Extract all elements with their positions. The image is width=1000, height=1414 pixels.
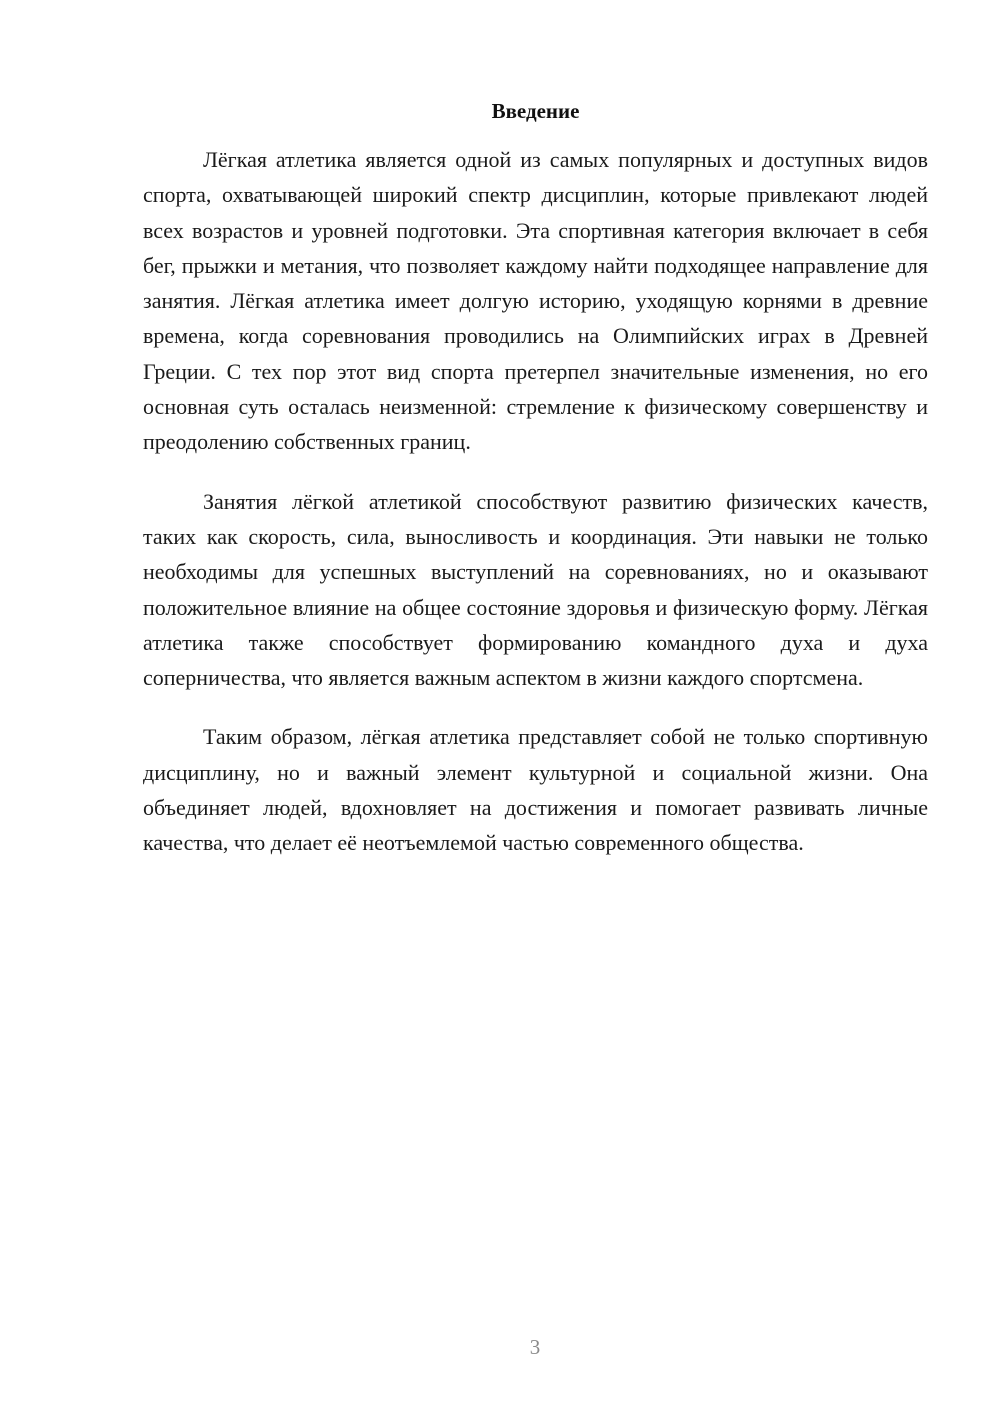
page-number: 3 — [529, 1335, 541, 1359]
paragraph-2: Занятия лёгкой атлетикой способствуют развитию физических качеств, таких как скорость, сила, выносливость и координация. Эти навыки не только необходимы для успешных выступлений на соревнованиях, но и оказывают положительное влияние на общее состояние здоровья и физическую форму. Лёгкая атлетика также способствует формированию командного духа и духа соперничества, что является важным аспектом в жизни каждого спортсмена. — [143, 488, 928, 691]
paragraph-3: Таким образом, лёгкая атлетика представляет собой не только спортивную дисциплину, но и важный элемент культурной и социальной жизни. Она объединяет людей, вдохновляет на достижения и помогает развивать личные качества, что делает её неотъемлемой частью современного общества. — [143, 724, 928, 856]
paragraph-1: Лёгкая атлетика является одной из самых популярных и доступных видов спорта, охватывающей широкий спектр дисциплин, которые привлекают людей всех возрастов и уровней подготовки. Эта спортивная категория включает в себя бег, прыжки и метания, что позволяет каждому найти подходящее направление для занятия. Лёгкая атлетика имеет долгую историю, уходящую корнями в древние времена, когда соревнования проводились на Олимпийских играх в Древней Греции. С тех пор этот вид спорта претерпел значительные изменения, но его основная суть осталась неизменной: стремление к физическому совершенству и преодолению собственных границ. — [143, 147, 928, 455]
body-text — [143, 142, 928, 885]
page-title: Введение — [491, 99, 580, 123]
